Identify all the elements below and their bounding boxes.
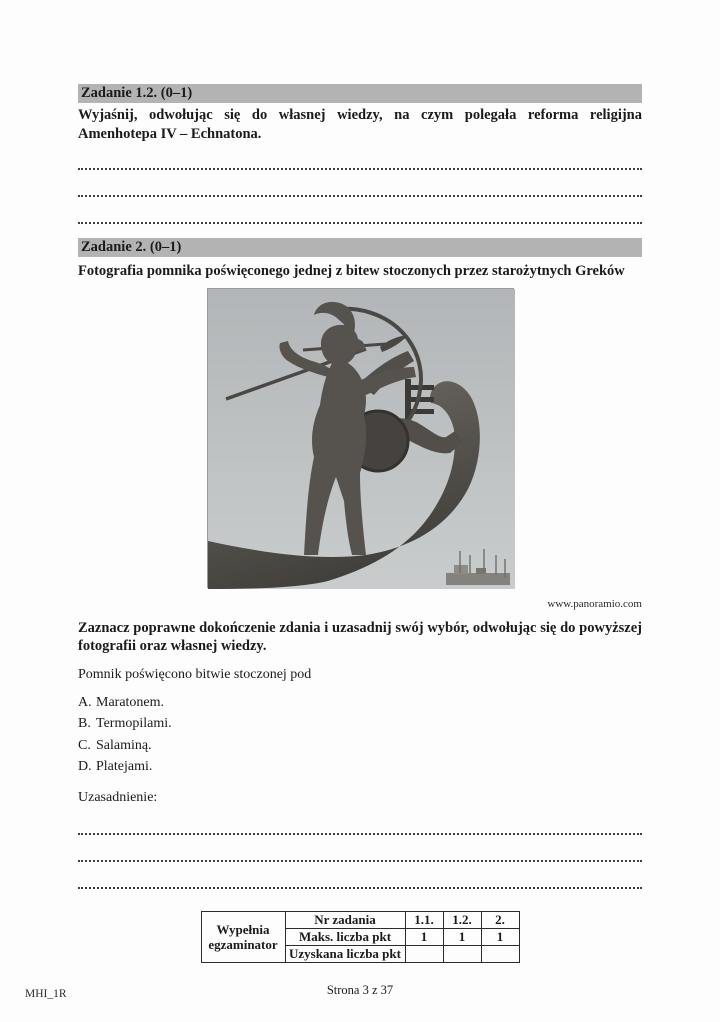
row-label: Uzyskana liczba pkt — [285, 945, 405, 962]
option-text: Maratonem. — [96, 694, 165, 710]
task-1-2-answer-area — [78, 143, 642, 224]
photo-caption: www.panoramio.com — [547, 597, 642, 610]
footer-code: MHI_1R — [25, 988, 67, 1000]
task-1-2-prompt: Wyjaśnij, odwołując się do własnej wiedzy, na czym polegała reforma religijna Amenhotepa IV – Echnatona. — [78, 107, 642, 142]
option-item-d — [78, 756, 642, 778]
score-cell: 1 — [405, 928, 443, 945]
option-label: D. — [78, 759, 92, 774]
answer-options — [78, 692, 642, 778]
option-item-b — [78, 713, 642, 735]
row-label: Nr zadania — [285, 911, 405, 928]
score-cell: 1.1. — [405, 911, 443, 928]
justification-label: Uzasadnienie: — [78, 789, 158, 805]
page-number: Strona 3 z 37 — [326, 983, 394, 997]
answer-line — [78, 170, 642, 197]
photo-figure — [78, 288, 642, 594]
score-cell — [481, 945, 519, 962]
task-1-2-header-label: Zadanie 1.2. (0–1) — [81, 85, 193, 101]
option-item-a — [78, 692, 642, 714]
monument-photo — [207, 288, 514, 588]
score-cell: 2. — [481, 911, 519, 928]
answer-line — [78, 835, 642, 862]
examiner-table — [201, 911, 520, 963]
table-filler-cell: Wypełnia egzaminator — [201, 911, 285, 962]
task-2-instruction: Zaznacz poprawne dokończenie zdania i uzasadnij swój wybór, odwołując się do powyższej fotografii oraz własnej wiedzy. — [78, 619, 642, 654]
task-2-header-label: Zadanie 2. (0–1) — [81, 239, 182, 255]
option-label: C. — [78, 737, 91, 753]
question-stem: Pomnik poświęcono bitwie stoczonej pod — [78, 666, 312, 682]
answer-line — [78, 808, 642, 835]
score-cell: 1.2. — [443, 911, 481, 928]
option-text: Platejami. — [96, 759, 153, 774]
score-cell — [405, 945, 443, 962]
answer-line — [78, 197, 642, 224]
answer-line — [78, 862, 642, 889]
option-label: B. — [78, 716, 91, 731]
task-1-2-header-bar — [78, 84, 642, 103]
scoring-table-wrap — [78, 911, 642, 963]
option-text: Salaminą. — [96, 737, 152, 753]
score-cell: 1 — [443, 928, 481, 945]
option-label: A. — [78, 694, 92, 710]
monument-photo-illustration — [208, 289, 515, 589]
score-cell: 1 — [481, 928, 519, 945]
answer-line — [78, 143, 642, 170]
row-label: Maks. liczba pkt — [285, 928, 405, 945]
task-2-header-bar — [78, 238, 642, 257]
score-cell — [443, 945, 481, 962]
task-2-intro: Fotografia pomnika poświęconego jednej z bitew stoczonych przez starożytnych Greków — [78, 263, 625, 279]
option-item-c — [78, 735, 642, 757]
justification-answer-area — [78, 808, 642, 889]
exam-page — [78, 0, 642, 963]
option-text: Termopilami. — [96, 716, 172, 731]
